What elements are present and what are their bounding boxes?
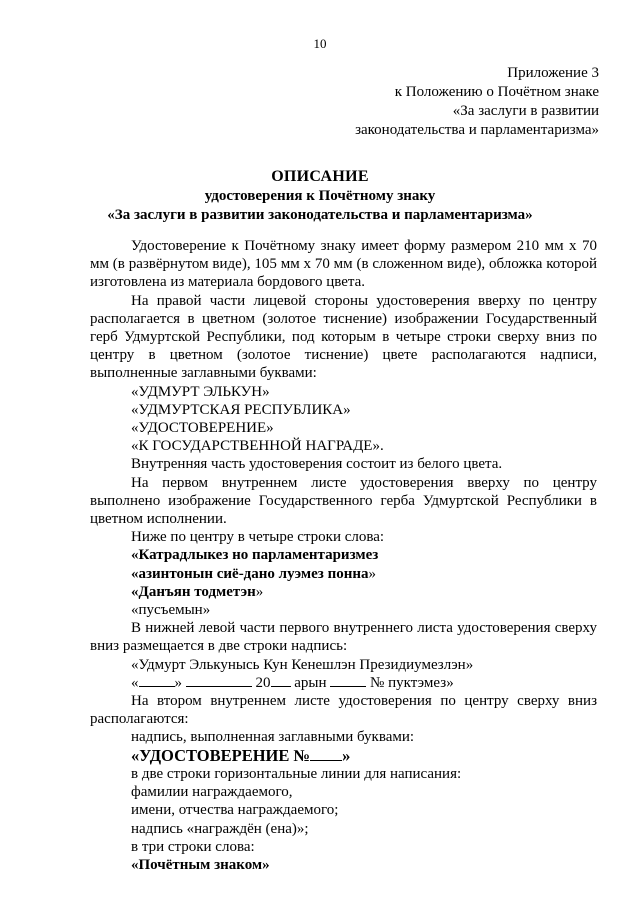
paragraph: На втором внутреннем листе удостоверения по центру сверху вниз располагаются:	[90, 693, 597, 728]
list-item: в три строки слова:	[131, 838, 255, 855]
title-main: ОПИСАНИЕ	[271, 168, 369, 185]
year-prefix: 20	[255, 674, 271, 691]
cover-inscription: «УДМУРТ ЭЛЬКУН»	[131, 383, 270, 400]
appendix-line: законодательства и парламентаризма»	[355, 122, 599, 138]
date-quote-open: «	[131, 674, 139, 691]
certificate-heading-text: «УДОСТОВЕРЕНИЕ №	[131, 745, 311, 765]
document-body	[90, 237, 597, 874]
page-number: 10	[313, 36, 327, 51]
date-quote-close: »	[174, 674, 182, 691]
paragraph: На первом внутреннем листе удостоверения вверху по центру выполнено изображение Государственного герба Удмуртской Республики в цветном исполнении.	[90, 474, 597, 528]
day-blank	[139, 674, 175, 687]
month-blank	[186, 674, 252, 687]
appendix-line: Приложение 3	[507, 65, 599, 81]
appendix-header	[355, 64, 599, 140]
appendix-line: к Положению о Почётном знаке	[394, 84, 599, 100]
appendix-line: «За заслуги в развитии	[452, 103, 599, 119]
udmurt-inscription	[90, 583, 597, 601]
udmurt-inscription: «пусъемын»	[131, 602, 211, 619]
year-blank	[271, 674, 291, 687]
certificate-number-blank	[310, 748, 342, 761]
year-suffix: арын	[294, 674, 327, 691]
certificate-heading	[90, 747, 597, 765]
cover-inscription: «УДОСТОВЕРЕНИЕ»	[131, 420, 274, 437]
signature-line: «Удмурт Элькуныcь Кун Кенешлэн Президиумезлэн»	[131, 656, 474, 673]
number-blank	[330, 674, 366, 687]
certificate-heading-quote: »	[342, 745, 351, 765]
title-subtitle: «За заслуги в развитии законодательства и парламентаризма»	[107, 207, 533, 223]
cover-inscription: «УДМУРТСКАЯ РЕСПУБЛИКА»	[131, 401, 351, 418]
paragraph: Удостоверение к Почётному знаку имеет форму размером 210 мм х 70 мм (в развёрнутом виде), 105 мм х 70 мм (в сложенном виде), обложка которой изготовлена из материала бордового цвета.	[90, 238, 597, 291]
document-title	[0, 167, 640, 226]
title-subtitle: удостоверения к Почётному знаку	[204, 187, 436, 204]
udmurt-inscription	[90, 565, 597, 583]
paragraph: В нижней левой части первого внутреннего листа удостоверения сверху вниз размещается в две строки надпись:	[90, 620, 597, 655]
udmurt-inscription-quote: »	[368, 565, 377, 582]
list-item: надпись «награждён (ена)»;	[131, 820, 309, 837]
paragraph: Внутренняя часть удостоверения состоит из белого цвета.	[131, 456, 503, 473]
list-item: надпись, выполненная заглавными буквами:	[131, 729, 415, 746]
udmurt-inscription-text: «азинтонын сиё-дано луэмез понна	[131, 565, 369, 582]
list-item: имени, отчества награждаемого;	[131, 802, 339, 819]
udmurt-inscription: «Катрадлыкез но парламентаризмез	[131, 547, 379, 564]
paragraph: Ниже по центру в четыре строки слова:	[131, 529, 385, 546]
list-item: фамилии награждаемого,	[131, 784, 293, 801]
list-item: в две строки горизонтальные линии для написания:	[131, 765, 462, 782]
date-line	[90, 674, 597, 692]
paragraph: На правой части лицевой стороны удостоверения вверху по центру располагается в цветном (золотое тиснение) изображении Государственный герб Удмуртской Республики, под которым в четыре строки сверху вниз по центру в цветном (золотое тиснение) цвете располагаются надписи, выполненные заглавными буквами:	[90, 292, 597, 382]
decree-number-label: № пуктэмез»	[370, 674, 454, 691]
udmurt-inscription-text: «Данъян тодметэн	[131, 583, 256, 600]
cover-inscription: «К ГОСУДАРСТВЕННОЙ НАГРАДЕ».	[131, 438, 384, 455]
badge-inscription: «Почётным знаком»	[131, 856, 270, 873]
udmurt-inscription-quote: »	[255, 583, 264, 600]
